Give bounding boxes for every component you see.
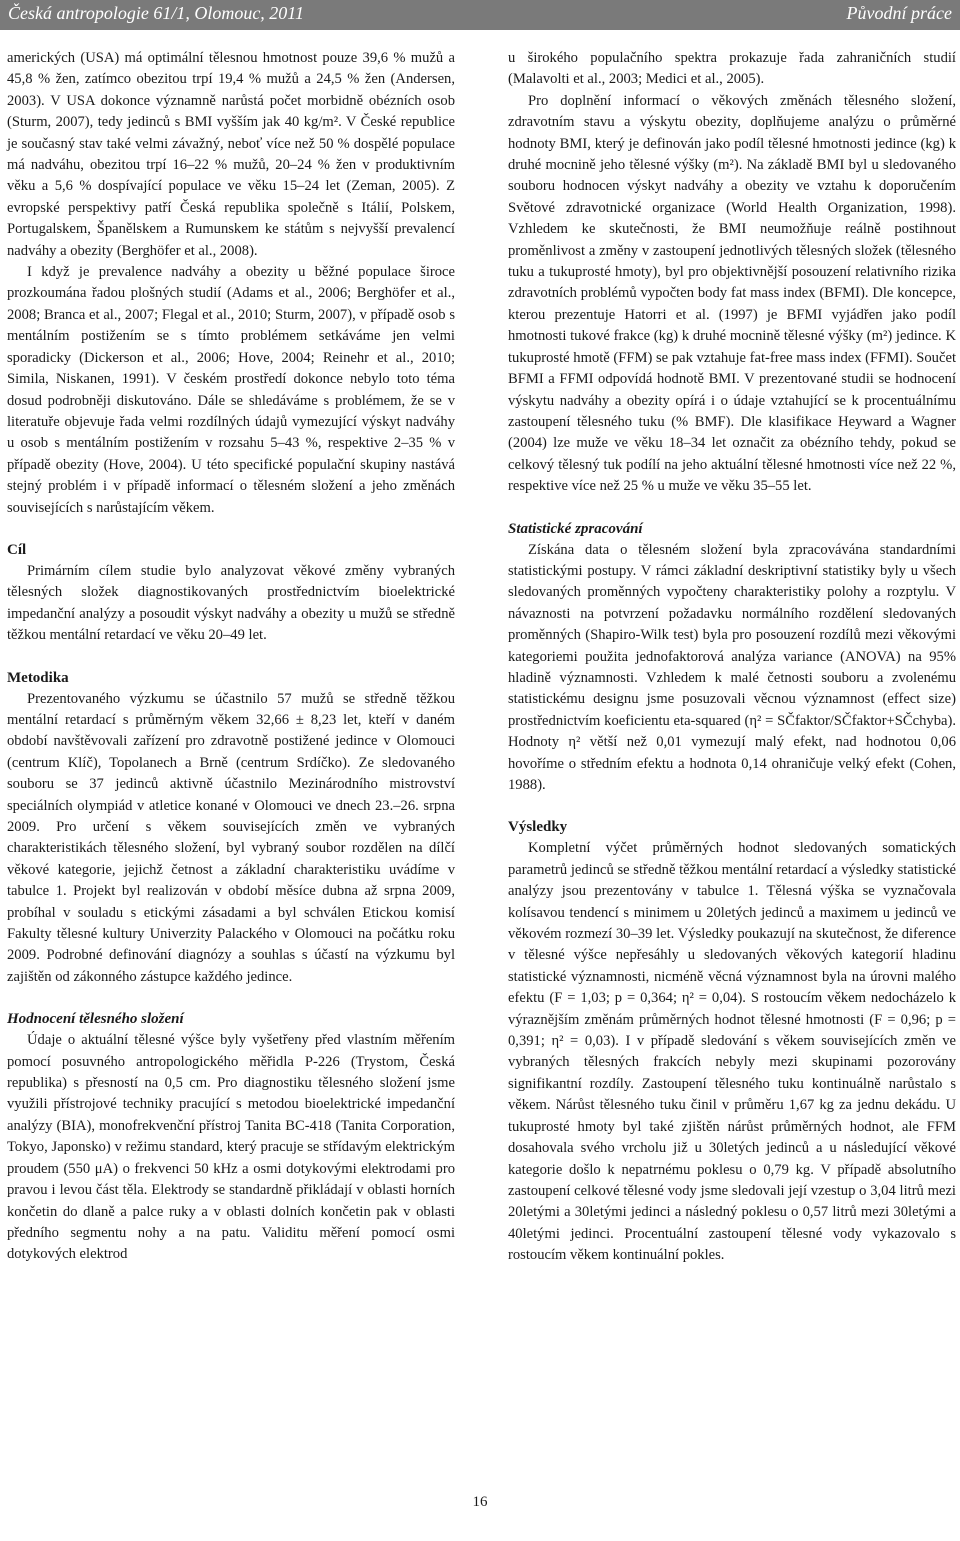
page-number: 16 — [472, 1494, 488, 1510]
paragraph: Prezentovaného výzkumu se účastnilo 57 mužů se středně těžkou mentální retardací s průměrným věkem 32,66 ± 8,23 let, kteří v daném období navštěvovali zařízení pro zdravotně postižené jedince v Olomouci (centrum Klíč), Topolanech a Brně (centrum Srdíčko). Ze sledovaného souboru se 37 jedinců aktivně účastnilo Mezinárodního mistrovství speciálních olympiád v atletice konané v Olomouci ve dnech 23.–26. srpna 2009. Pro určení s věkem souvisejících změn ve vybraných charakteristikách tělesného složení, byl vybraný soubor rozdělen na dílčí věkové kategorie, jejichž četnost a základní charakteristiku uvádíme v tabulce 1. Projekt byl realizován v období měsíce dubna až srpna 2009, probíhal v souladu s etickými zásadami a byl schválen Etickou komisí Fakulty tělesné kultury Univerzity Palackého v Olomouci na počátku roku 2009. Podrobné definování diagnózy a souhlas s účastí na výzkumu byl zajištěn od zákonného zástupce každého jedince. — [7, 690, 455, 985]
paragraph: amerických (USA) má optimální tělesnou hmotnost pouze 39,6 % mužů a 45,8 % žen, zatímco obezitou trpí 19,4 % mužů a 24,5 % žen (Andersen, 2003). V USA dokonce významně narůstá počet morbidně obézních osob (Sturm, 2007), tedy jedinců s BMI vyšším jak 40 kg/m². V České republice je současný stav také velmi závažný, neboť více než 50 % dospělé populace má nadváhu, obezitou trpí 16–22 % mužů, 20–24 % žen v produktivním věku a 5,6 % dospívající populace ve věku 15–24 let (Zeman, 2005). Z evropské perspektivy patří Česká republika společně s Itálií, Polskem, Portugalskem, Španělskem a Rumunskem ke státům s nejvyšší prevalencí nadváhy a obezity (Berghöfer et al., 2008). — [7, 50, 455, 259]
paragraph: Údaje o aktuální tělesné výšce byly vyšetřeny před vlastním měřením pomocí posuvného antropologického měřidla P-226 (Trystom, Česká republika) s přesností na 0,5 cm. Pro diagnostiku tělesného složení jsme využili přístrojové techniky pracující s metodou bioelektrické impedanční analýzy (BIA), monofrekvenční přístroj Tanita BC-418 (Tanita Corporation, Tokyo, Japonsko) v režimu standard, který pracuje se střídavým elektrickým proudem (550 μA) o frekvenci 50 kHz a osmi dotykovými elektrodami pro pravou i levou část těla. Elektrody se standardně přikládají v oblasti horních končetin do dlaně a palce ruky a v oblasti dolních končetin pak v oblasti předního segmentu nohy a na patu. Validitu měření pomocí osmi dotykových elektrod — [7, 1032, 455, 1263]
journal-title: Česká antropologie 61/1, Olomouc, 2011 — [8, 3, 304, 23]
subsection-heading-hodnoceni: Hodnocení tělesného složení — [7, 1011, 184, 1028]
section-heading-metodika: Metodika — [7, 669, 69, 686]
paragraph: Pro doplnění informací o věkových změnách tělesného složení, zdravotním stavu a výskytu obezity, doplňujeme analýzu o průměrné hodnoty BMI, který je definován jako podíl tělesné hmotnosti jedince (kg) k druhé mocnině jeho tělesné výšky (m²). Na základě BMI byl u sledovaného souboru hodnocen výskyt nadváhy a obezity ve vztahu k doporučením Světové zdravotnické organizace (World Health Organization, 1998). Vzhledem ke skutečnosti, že BMI neumožňuje reálně postihnout proměnlivost a změny v zastoupení jednotlivých tělesných složek (tělesného tuku a tukuprosté hmoty), byl pro objektivnější posouzení relativního rizika zdravotních problémů vypočten body fat mass index (BFMI). Dle koncepce, kterou prezentuje Hatorri et al. (1997) je BFMI vyjádřen jako podíl hmotnosti tukové frakce (kg) k druhé mocnině tělesné výšky (m²) jedince. K tukuprosté hmotě (FFM) se pak vztahuje fat-free mass index (FFMI). Součet BFMI a FFMI odpovídá hodnotě BMI. V prezentované studii se hodnocení výskytu nadváhy a obezity opírá i o údaje vztahující se k procentuálnímu zastoupení tělesného tuku (% BMF). Dle klasifikace Heyward a Wagner (2004) lze muže ve věku 18–34 let označit za obézního tehdy, pokud se celkový tělesný tuk podílí na jeho aktuální tělesné hmotnosti více než 22 %, respektive více než 25 % u muže ve věku 35–55 let. — [508, 92, 956, 495]
section-heading-vysledky: Výsledky — [508, 819, 568, 836]
paragraph: Kompletní výčet průměrných hodnot sledovaných somatických parametrů jedinců se středně těžkou mentální retardací a výsledky statistické analýzy jsou prezentovány v tabulce 1. Tělesná výška se vyznačovala kolísavou tendencí s minimem u 20letých jedinců a maximem u jedinců ve věkovém rozmezí 30–39 let. Výsledky poukazují na skutečnost, že diference v tělesné výšce nepřesáhly u sledovaných věkových kategorií hladinu statistické významnosti, nicméně věcná významnost byla na úrovni malého efektu (F = 1,03; p = 0,364; η² = 0,04). S rostoucím věkem nedocházelo k výraznějším změnám průměrných hodnot tělesné hmotnosti (F = 0,96; p = 0,391; η² = 0,03). I v případě sledování s věkem souvisejících změn ve vybraných tělesných frakcích nebyly mezi skupinami pozorovány signifikantní rozdíly. Zastoupení tělesného tuku kontinuálně narůstalo s věkem. Nárůst tělesného tuku činil v průměru 1,67 kg za jednu dekádu. U tukuprosté hmoty byl také zjištěn nárůst průměrných hodnot, ale FFM dosahovala svého vrcholu již u 30letých jedinců a u následující věkové kategorie došlo k nepatrnému poklesu o 0,79 kg. V případě absolutního zastoupení celkové tělesné vody jsme sledovali její vzestup o 3,04 litrů mezi 20letými a 30letými jedinci a následný poklesu o 0,57 litrů mezi 30letými a 40letými jedinci. Procentuální zastoupení tělesné vody vykazovalo s rostoucím věkem kontinuální pokles. — [508, 840, 956, 1264]
section-heading-cil: Cíl — [7, 541, 27, 558]
left-column — [7, 48, 455, 1266]
right-column — [508, 48, 956, 1267]
paragraph: I když je prevalence nadváhy a obezity u běžné populace široce prozkoumána řadou plošných studií (Adams et al., 2006; Berghöfer et al., 2008; Branca et al., 2007; Flegal et al., 2010; Sturm, 2007), v případě osob s mentálním postižením se s tímto problémem setkáváme jen velmi sporadicky (Dickerson et al., 2006; Hove, 2004; Reinehr et al., 2010; Simila, Niskanen, 1991). V českém prostředí dokonce nebylo toto téma dosud podrobněji diskutováno. Dále se shledáváme s problémem, že se v literatuře objevuje řada velmi rozdílných údajů vymezující výskyt nadváhy u osob s mentálním postižením v rozsahu 5–43 %, respektive 2–35 % v případě obezity (Hove, 2004). U této specifické populační skupiny nastává stejný problém i v případě informací o tělesném složení a jeho změnách souvisejících s narůstajícím věkem. — [7, 264, 455, 516]
running-header — [0, 0, 960, 30]
paragraph: Primárním cílem studie bylo analyzovat věkové změny vybraných tělesných složek diagnostikovaných prostřednictvím bioelektrické impedanční analýzy a posoudit výskyt nadváhy a obezity u mužů se středně těžkou mentální retardací ve věku 20–49 let. — [7, 562, 455, 644]
paragraph: u širokého populačního spektra prokazuje řada zahraničních studií (Malavolti et al., 2003; Medici et al., 2005). — [508, 50, 956, 88]
section-label: Původní práce — [846, 3, 952, 23]
paragraph: Získána data o tělesném složení byla zpracovávána standardními statistickými postupy. V rámci základní deskriptivní statistiky byly u všech sledovaných proměnných vypočteny charakteristiky polohy a rozptylu. V návaznosti na potvrzení požadavku normálního rozdělení sledovaných proměnných (Shapiro-Wilk test) byla pro posouzení rozdílů mezi věkovými kategoriemi použita jednofaktorová analýza variance (ANOVA) na 95% hladině významnosti. Vzhledem k malé četnosti souboru a zvolenému statistickému designu jsme posuzovali věcnou významnost (effect size) prostřednictvím koeficientu eta-squared (η² = SČfaktor/SČfaktor+SČchyba). Hodnoty η² větší než 0,01 vymezují malý efekt, nad hodnotou 0,06 hovoříme o středním efektu a hodnota 0,14 ohraničuje velký efekt (Cohen, 1988). — [508, 541, 956, 793]
subsection-heading-statisticke: Statistické zpracování — [508, 520, 643, 537]
